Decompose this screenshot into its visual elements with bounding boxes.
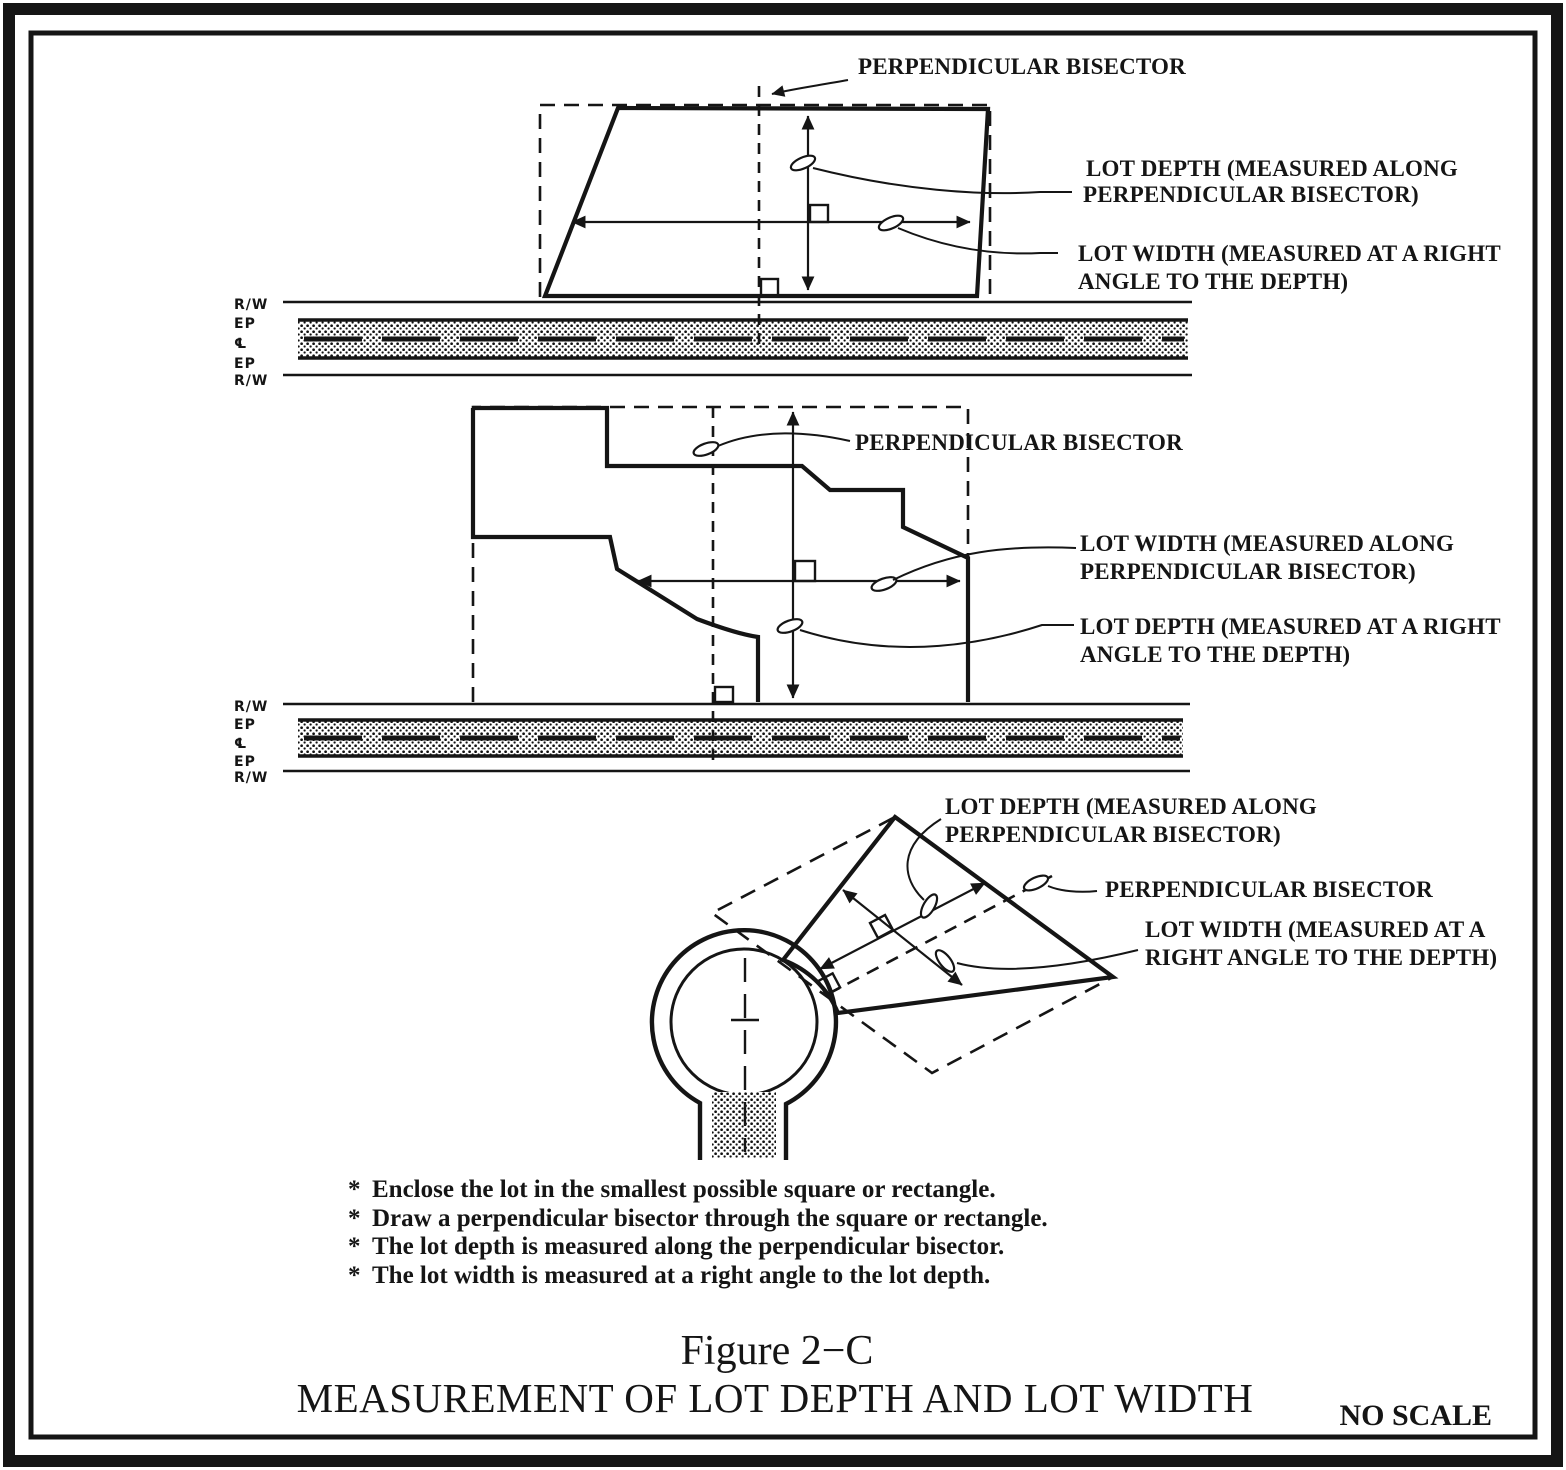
lot-depth-label-line2: ANGLE TO THE DEPTH) <box>1080 642 1351 667</box>
title-block <box>297 1328 1492 1432</box>
note-item: The lot width is measured at a right angle to the lot depth. <box>372 1262 991 1289</box>
road-label-ep: EP <box>234 717 256 733</box>
lot-width-label-line2: RIGHT ANGLE TO THE DEPTH) <box>1145 945 1498 970</box>
lot-depth-label-line1: LOT DEPTH (MEASURED AT A RIGHT <box>1080 614 1501 639</box>
lot-width-label-line1: LOT WIDTH (MEASURED ALONG <box>1080 531 1455 556</box>
right-angle-marker <box>795 561 815 581</box>
lot-width-label-line2: ANGLE TO THE DEPTH) <box>1078 269 1349 294</box>
road-label-rw: R/W <box>234 373 269 389</box>
road-label-rw: R/W <box>234 297 269 313</box>
road-label-ep: EP <box>234 356 256 372</box>
right-angle-marker <box>761 279 778 296</box>
note-marker: * <box>348 1205 361 1232</box>
scale-note: NO SCALE <box>1339 1399 1492 1432</box>
leader-loop <box>692 439 720 458</box>
lot-outline <box>473 408 758 702</box>
right-angle-marker <box>810 205 828 222</box>
note-marker: * <box>348 1262 361 1289</box>
leader-line-bisector <box>718 433 850 446</box>
figure-title: MEASUREMENT OF LOT DEPTH AND LOT WIDTH <box>296 1375 1254 1421</box>
diagram-cul-de-sac-lot <box>652 794 1497 1160</box>
lot-width-label-line1: LOT WIDTH (MEASURED AT A RIGHT <box>1078 241 1501 266</box>
leader-line-width <box>893 547 1076 580</box>
leader-loop <box>789 153 817 174</box>
leader-loop <box>870 574 898 593</box>
right-angle-marker <box>715 687 733 702</box>
road-label-centerline: ℄ <box>234 736 248 752</box>
bisector-label: PERPENDICULAR BISECTOR <box>858 54 1186 79</box>
figure-number: Figure 2−C <box>680 1328 874 1374</box>
road-label-ep: EP <box>234 754 256 770</box>
lot-outline <box>545 108 988 296</box>
note-item: Draw a perpendicular bisector through the square or rectangle. <box>372 1205 1048 1232</box>
note-item: The lot depth is measured along the perpendicular bisector. <box>372 1233 1005 1260</box>
lot-depth-label-line1: LOT DEPTH (MEASURED ALONG <box>1086 156 1458 181</box>
leader-loop <box>1022 873 1050 894</box>
note-marker: * <box>348 1233 361 1260</box>
road-label-rw: R/W <box>234 699 269 715</box>
note-marker: * <box>348 1176 361 1203</box>
diagram-irregular-lot <box>473 407 1501 768</box>
leader-line-width <box>898 228 1058 253</box>
lot-width-label-line1: LOT WIDTH (MEASURED AT A <box>1145 917 1486 942</box>
lot-depth-label-line2: PERPENDICULAR BISECTOR) <box>945 822 1281 847</box>
road-section-top <box>234 297 1192 389</box>
leader-line-depth <box>813 168 1072 193</box>
leader-line-width <box>957 950 1138 969</box>
road-label-centerline: ℄ <box>234 336 248 352</box>
perpendicular-bisector-line <box>828 876 1052 994</box>
road-label-rw: R/W <box>234 770 269 786</box>
leader-loop <box>776 616 804 635</box>
lot-depth-label-line2: PERPENDICULAR BISECTOR) <box>1083 182 1419 207</box>
road-label-ep: EP <box>234 316 256 332</box>
bisector-label: PERPENDICULAR BISECTOR <box>1105 877 1433 902</box>
note-item: Enclose the lot in the smallest possible square or rectangle. <box>372 1176 996 1203</box>
leader-line-bisector <box>1048 886 1097 892</box>
bisector-label: PERPENDICULAR BISECTOR <box>855 430 1183 455</box>
lot-depth-measure-arrow <box>820 883 985 969</box>
leader-line-bisector <box>772 80 848 94</box>
lot-width-label-line2: PERPENDICULAR BISECTOR) <box>1080 559 1416 584</box>
lot-depth-label-line1: LOT DEPTH (MEASURED ALONG <box>945 794 1317 819</box>
notes-list <box>348 1176 1048 1289</box>
leader-line-depth <box>800 625 1074 647</box>
